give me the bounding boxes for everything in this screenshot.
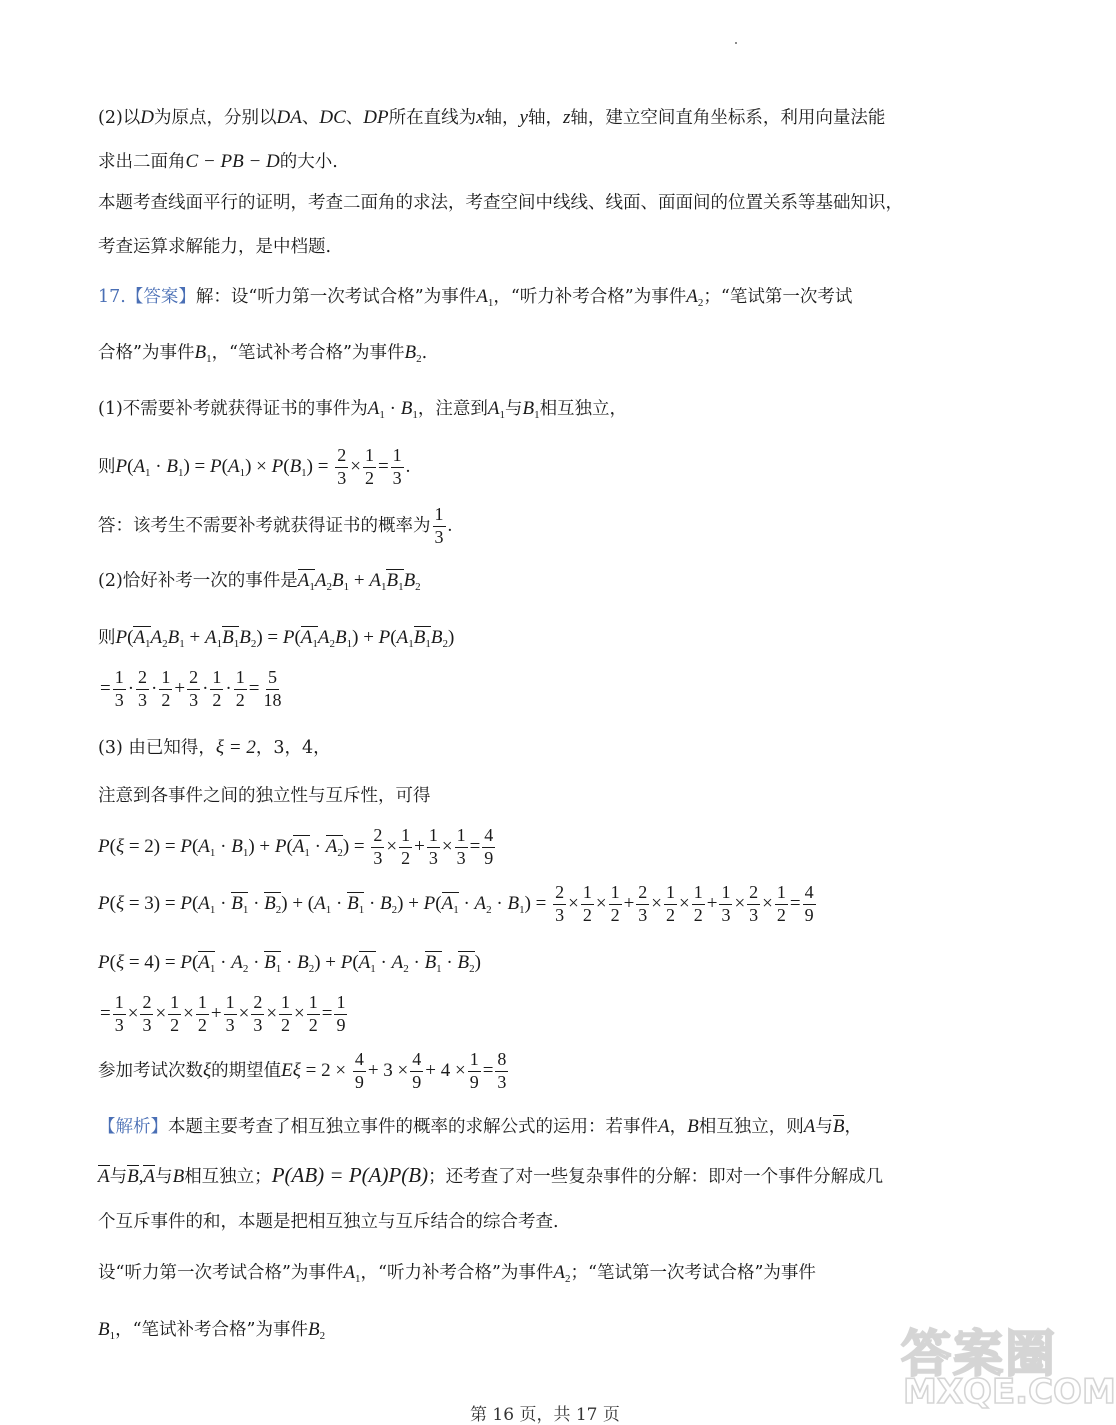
top-dot-mark xyxy=(735,42,737,44)
part2-explain-line1: (2)以D为原点，分别以DA、DC、DP所在直线为x轴，y轴，z轴，建立空间直角坐标系，利用向量法能 xyxy=(98,107,886,128)
part1-line1: (1)不需要补考就获得证书的事件为$A_1 \cdot B_1$，注意到$A_1$与$B_1$相互独立， xyxy=(98,398,628,421)
part2-line1: (2)恰好补考一次的事件是$A_1A_2B_1 + A_1B_1B_2$ xyxy=(98,570,421,593)
p-xi-4: $P(\xi = 4) = P(A_1 \cdot A_2 \cdot B_1 \cdot B_2) + P(A_1 \cdot A_2 \cdot B_1 \cdot B_2)$ xyxy=(98,952,481,975)
part1-formula: 则$P(A_1 \cdot B_1) = P(A_1) \times P(B_1)$ = $\frac{2}{3}$ × $\frac{1}{2}$ = $\frac{1}{3}$ . xyxy=(98,445,411,488)
part2-calc: = $\frac{1}{3}$ · $\frac{2}{3}$ · $\frac{1}{2}$ + $\frac{2}{3}$ · $\frac{1}{2}$ · $\frac{1}{2}$ = $\frac{5}{18}$ xyxy=(100,667,282,710)
q17-number: 17. xyxy=(98,287,126,307)
watermark-logo: 答案圈 MXQE.COM xyxy=(901,1325,1116,1412)
analysis-line4: 设“听力第一次考试合格”为事件$A_1$，“听力补考合格”为事件$A_2$；“笔试第一次考试合格”为事件 xyxy=(98,1262,816,1285)
summary-line2: 考查运算求解能力，是中档题. xyxy=(98,237,332,257)
p-xi-3: $P(\xi = 3) = P(A_1 \cdot B_1 \cdot B_2) + (A_1 \cdot B_1 \cdot B_2) + P(A_1 \cdot A_2 \cdot B_1)$ = $\frac{2}{3}$ × $\frac{1}{2}$ × $\frac{1}{2}$ + $\frac{2}{3}$ × $\frac{1}{2}$ × $\frac{1}{2}$ + $\frac{1}{3}$ × $\frac{2}{3}$ × $\frac{1}{2}$ = $\frac{4}{9}$ xyxy=(98,882,814,925)
page-footer: 第 16 页，共 17 页 xyxy=(470,1405,620,1425)
analysis-tag: 【解析】 xyxy=(98,1117,168,1137)
part3-line2: 注意到各事件之间的独立性与互斥性，可得 xyxy=(98,786,431,806)
p-xi-2: $P(\xi = 2) = P(A_1 \cdot B_1) + P(A_1 \cdot A_2)$ = $\frac{2}{3}$ × $\frac{1}{2}$ + $\frac{1}{3}$ × $\frac{1}{3}$ = $\frac{4}{9}$ xyxy=(98,825,494,868)
answer-tag: 【答案】 xyxy=(125,287,196,307)
part2-formula: 则$P(A_1A_2B_1 + A_1B_1B_2) = P(A_1A_2B_1) + P(A_1B_1B_2)$ xyxy=(98,627,455,650)
analysis-line3: 个互斥事件的和，本题是把相互独立与互斥结合的综合考查. xyxy=(98,1212,559,1232)
q17-line2: 合格”为事件$B_1$，“笔试补考合格”为事件$B_2$. xyxy=(98,342,428,365)
summary-line1: 本题考查线面平行的证明，考查二面角的求法，考查空间中线线、线面、面面间的位置关系等基础知识， xyxy=(98,193,903,213)
analysis-line1: 【解析】本题主要考查了相互独立事件的概率的求解公式的运用：若事件A，B相互独立，则A与B， xyxy=(98,1116,862,1137)
analysis-line5: $B_1$，“笔试补考合格”为事件$B_2$ xyxy=(98,1319,326,1342)
p-xi-4-calc: = $\frac{1}{3}$ × $\frac{2}{3}$ × $\frac{1}{2}$ × $\frac{1}{2}$ + $\frac{1}{3}$ × $\frac{2}{3}$ × $\frac{1}{2}$ × $\frac{1}{2}$ = $\frac{1}{9}$ xyxy=(100,992,346,1035)
part3-line1: (3) 由已知得，ξ = 2，3，4， xyxy=(98,737,331,758)
part1-answer: 答：该考生不需要补考就获得证书的概率为 $\frac{1}{3}$ . xyxy=(98,504,453,547)
expectation-line: 参加考试次数ξ的期望值Eξ = 2 × $\frac{4}{9}$ + 3 × $\frac{4}{9}$ + 4 × $\frac{1}{9}$ = $\frac{8}{3}$ xyxy=(98,1049,507,1092)
q17-line1: 17.【答案】解：设“听力第一次考试合格”为事件$A_1$，“听力补考合格”为事件$A_2$；“笔试第一次考试 xyxy=(98,286,853,309)
analysis-line2: A与B,A与B相互独立；P(AB) = P(A)P(B)；还考查了对一些复杂事件的分解：即对一个事件分解成几 xyxy=(98,1163,884,1187)
part2-explain-line2: 求出二面角C − PB − D的大小. xyxy=(98,151,338,172)
